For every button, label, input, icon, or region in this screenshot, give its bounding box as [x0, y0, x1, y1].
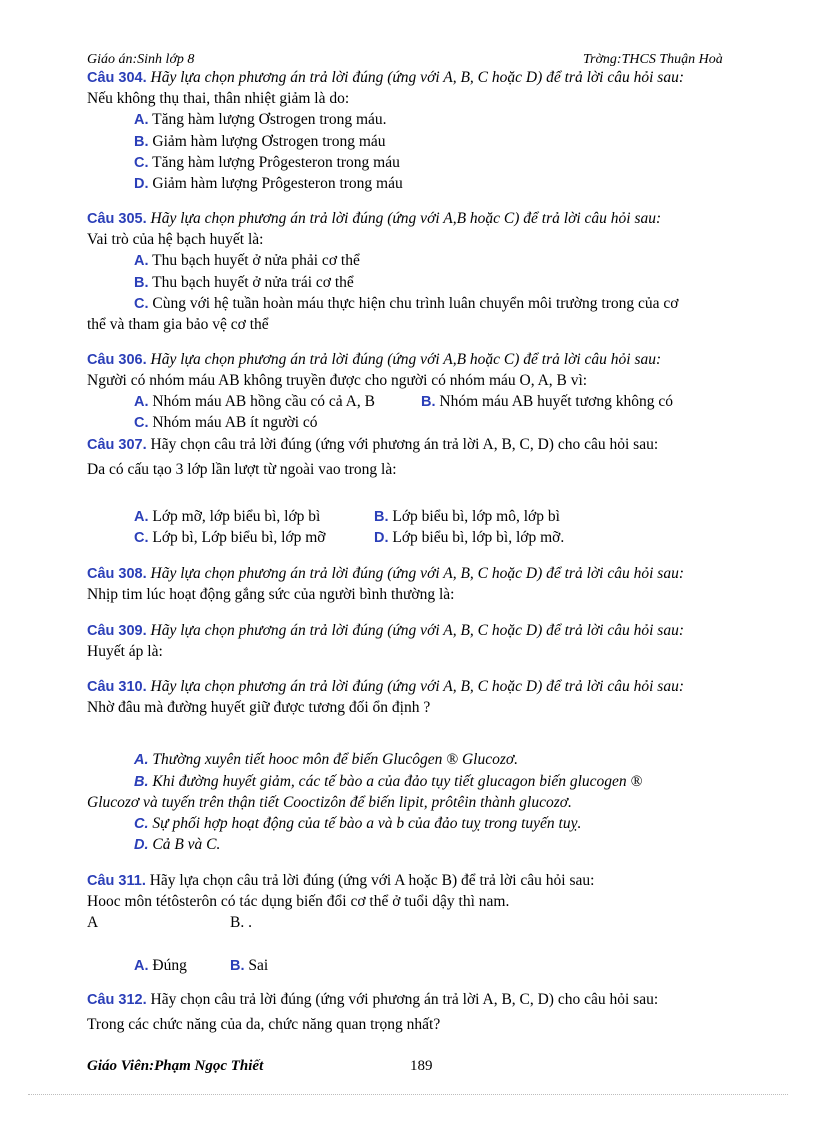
option-b [134, 133, 386, 151]
option-key: C. [134, 530, 149, 546]
option-a [134, 252, 360, 270]
question-number: Câu 311. [87, 873, 146, 889]
question-instruction: Hãy lựa chọn phương án trả lời đúng (ứng với A,B hoặc C) để trả lời câu hỏi sau: [150, 210, 662, 227]
option-text: Thường xuyên tiết hooc môn để biến Glucôgen ® Glucozơ. [152, 751, 519, 768]
option-key: D. [134, 176, 149, 192]
page-number: 189 [410, 1058, 433, 1074]
question-number: Câu 312. [87, 992, 147, 1008]
option-key: B. [134, 275, 149, 291]
question-instruction: Hãy lựa chọn phương án trả lời đúng (ứng với A, B, C hoặc D) để trả lời câu hỏi sau: [150, 565, 684, 582]
question-number: Câu 307. [87, 437, 147, 453]
question-instruction: Hãy lựa chọn phương án trả lời đúng (ứng với A, B, C hoặc D) để trả lời câu hỏi sau: [150, 622, 684, 639]
option-text: Sai [248, 957, 269, 974]
question-312-title [87, 991, 658, 1009]
question-311-text: Hooc môn tétôsterôn có tác dụng biến đổi cơ thể ở tuổi dậy thì nam. [87, 893, 510, 910]
option-c [134, 154, 400, 172]
option-b [134, 773, 642, 791]
question-instruction: Hãy lựa chọn phương án trả lời đúng (ứng với A, B, C hoặc D) để trả lời câu hỏi sau: [150, 678, 684, 695]
option-d [374, 529, 564, 547]
question-304-text: Nếu không thụ thai, thân nhiệt giảm là do: [87, 90, 350, 107]
option-key: B. [374, 509, 389, 525]
option-text: Sự phối hợp hoạt động của tế bào a và b của đảo tuỵ trong tuyến tuỵ. [152, 815, 582, 832]
question-number: Câu 308. [87, 566, 147, 582]
question-number: Câu 304. [87, 70, 147, 86]
question-311-title [87, 872, 594, 890]
option-text: Lớp biểu bì, lớp bì, lớp mỡ. [392, 529, 565, 546]
option-key: B. [421, 394, 436, 410]
option-key: C. [134, 296, 149, 312]
question-306-title [87, 351, 661, 369]
question-number: Câu 310. [87, 679, 147, 695]
option-text: Tăng hàm lượng Ơstrogen trong máu. [152, 111, 387, 128]
option-c [134, 295, 678, 313]
question-308-title [87, 565, 684, 583]
question-number: Câu 306. [87, 352, 147, 368]
option-text: Khi đường huyết giảm, các tế bào a của đảo tụy tiết glucagon biến glucogen ® [152, 773, 643, 790]
option-key: A. [134, 253, 149, 269]
question-304-title [87, 69, 684, 87]
footer-teacher: Giáo Viên:Phạm Ngọc Thiết [87, 1058, 264, 1074]
question-309-text: Huyết áp là: [87, 643, 163, 660]
question-305-text: Vai trò của hệ bạch huyết là: [87, 231, 264, 248]
question-instruction: Hãy lựa chọn câu trả lời đúng (ứng với A hoặc B) để trả lời câu hỏi sau: [149, 872, 595, 889]
option-key: A. [134, 509, 149, 525]
option-text: Giảm hàm lượng Ơstrogen trong máu [152, 133, 386, 150]
question-307-text: Da có cấu tạo 3 lớp lần lượt từ ngoài vao trong là: [87, 461, 397, 478]
option-a [134, 508, 320, 526]
answer-stub-b: B. . [230, 914, 252, 931]
option-text: Cùng với hệ tuần hoàn máu thực hiện chu trình luân chuyển môi trường trong của cơ [152, 295, 679, 312]
option-key: B. [230, 958, 245, 974]
question-310-title [87, 678, 684, 696]
option-text: Nhóm máu AB hồng cầu có cả A, B [152, 393, 375, 410]
option-a [134, 751, 518, 769]
option-text: Nhóm máu AB ít người có [152, 414, 318, 431]
option-a [134, 111, 387, 129]
option-a [134, 393, 375, 411]
option-key: C. [134, 155, 149, 171]
question-305-title [87, 210, 661, 228]
option-text: Tăng hàm lượng Prôgesteron trong máu [152, 154, 400, 171]
option-c [134, 815, 581, 833]
question-instruction: Hãy lựa chọn phương án trả lời đúng (ứng với A, B, C hoặc D) để trả lời câu hỏi sau: [150, 69, 684, 86]
option-b [230, 957, 268, 975]
option-text: Nhóm máu AB huyết tương không có [439, 393, 673, 410]
question-312-text: Trong các chức năng của da, chức năng quan trọng nhất? [87, 1016, 441, 1033]
question-instruction: Hãy lựa chọn phương án trả lời đúng (ứng với A,B hoặc C) để trả lời câu hỏi sau: [150, 351, 662, 368]
option-text: Thu bạch huyết ở nửa trái cơ thể [152, 274, 354, 291]
header-left: Giáo án:Sinh lớp 8 [87, 52, 195, 67]
option-c [134, 414, 318, 432]
option-key: D. [134, 837, 149, 853]
option-key: C. [134, 816, 149, 832]
option-key: B. [134, 774, 149, 790]
option-text: Đúng [152, 957, 187, 974]
option-text: Lớp mỡ, lớp biểu bì, lớp bì [152, 508, 321, 525]
option-text: Lớp bì, Lớp biểu bì, lớp mỡ [152, 529, 326, 546]
option-key: A. [134, 394, 149, 410]
option-text: Giảm hàm lượng Prôgesteron trong máu [152, 175, 403, 192]
option-text: Lớp biểu bì, lớp mô, lớp bì [392, 508, 560, 525]
question-307-title [87, 436, 658, 454]
option-key: D. [374, 530, 389, 546]
question-instruction: Hãy chọn câu trả lời đúng (ứng với phương án trả lời A, B, C, D) cho câu hỏi sau: [150, 991, 659, 1008]
question-308-text: Nhịp tim lúc hoạt động gắng sức của người bình thường là: [87, 586, 455, 603]
option-d [134, 175, 403, 193]
question-309-title [87, 622, 684, 640]
option-a [134, 957, 187, 975]
option-key: B. [134, 134, 149, 150]
option-key: C. [134, 415, 149, 431]
option-key: A. [134, 752, 149, 768]
option-b-continued: Glucozơ và tuyến trên thận tiết Cooctizôn để biến lipit, prôtêin thành glucozơ. [87, 794, 572, 811]
option-key: A. [134, 112, 149, 128]
option-c-continued: thể và tham gia bảo vệ cơ thể [87, 316, 269, 333]
option-key: A. [134, 958, 149, 974]
option-text: Thu bạch huyết ở nửa phải cơ thể [152, 252, 360, 269]
question-310-text: Nhờ đâu mà đường huyết giữ được tương đối ổn định ? [87, 699, 431, 716]
question-306-text: Người có nhóm máu AB không truyền được cho người có nhóm máu O, A, B vì: [87, 372, 588, 389]
option-d [134, 836, 220, 854]
question-number: Câu 309. [87, 623, 147, 639]
header-right: Trờng:THCS Thuận Hoà [583, 52, 723, 67]
option-c [134, 529, 326, 547]
option-b [374, 508, 560, 526]
question-instruction: Hãy chọn câu trả lời đúng (ứng với phương án trả lời A, B, C, D) cho câu hỏi sau: [150, 436, 659, 453]
question-number: Câu 305. [87, 211, 147, 227]
answer-stub-a: A [87, 914, 99, 931]
option-b [421, 393, 673, 411]
footer-divider [28, 1094, 788, 1095]
option-text: Cả B và C. [152, 836, 221, 853]
option-b [134, 274, 354, 292]
